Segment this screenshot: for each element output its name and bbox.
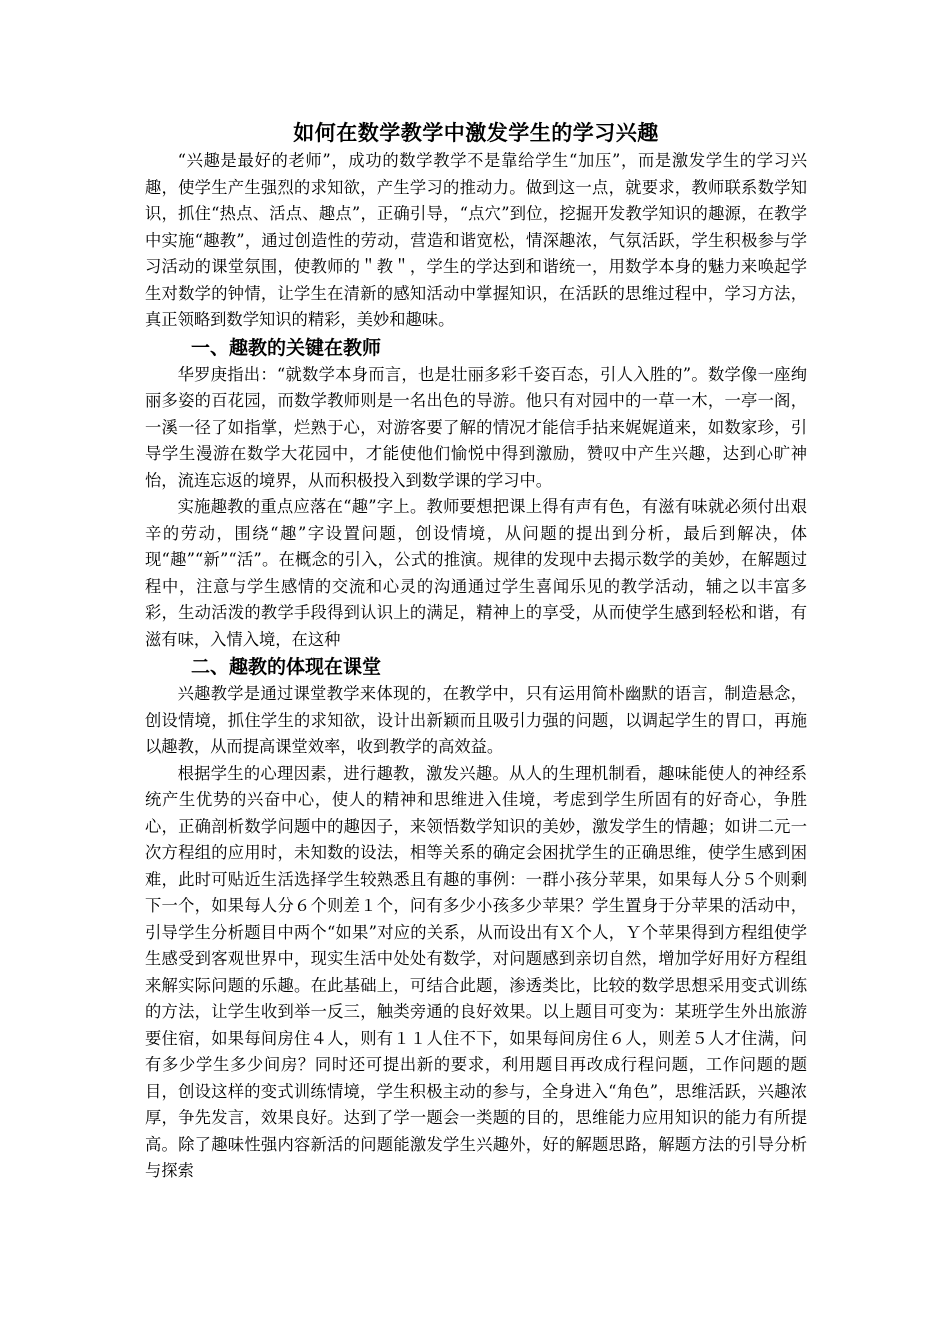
intro-paragraph: “兴趣是最好的老师”，成功的数学教学不是靠给学生“加压”，而是激发学生的学习兴趣，使学生产生强烈的求知欲，产生学习的推动力。做到这一点，就要求，教师联系数学知识，抓住“热点、活点、趣点”，正确引导，“点穴”到位，挖掘开发教学知识的趣源，在教学中实施“趣教”，通过创造性的劳动，营造和谐宽松，情深趣浓，气氛活跃，学生积极参与学习活动的课堂氛围，使教师的＂教＂，学生的学达到和谐统一，用数学本身的魅力来唤起学生对数学的钟情，让学生在清新的感知活动中掌握知识，在活跃的思维过程中，学习方法，真正领略到数学知识的精彩，美妙和趣味。 xyxy=(145,151,807,329)
section-1-paragraph-1: 华罗庚指出：“就数学本身而言，也是壮丽多彩千姿百态，引人入胜的”。数学像一座绚丽多姿的百花园，而数学教师则是一名出色的导游。他只有对园中的一草一木，一亭一阁，一溪一径了如指掌，烂熟于心，对游客要了解的情况才能信手拈来娓娓道来，如数家珍，引导学生漫游在数学大花园中，才能使他们愉悦中得到激励，赞叹中产生兴趣，达到心旷神怡，流连忘返的境界，从而积极投入到数学课的学习中。 xyxy=(145,364,807,490)
document-title: 如何在数学教学中激发学生的学习兴趣 xyxy=(293,120,659,145)
section-2-paragraph-1: 兴趣教学是通过课堂教学来体现的，在教学中，只有运用简朴幽默的语言，制造悬念，创设情境，抓住学生的求知欲，设计出新颖而且吸引力强的问题，以调起学生的胃口，再施以趣教，从而提高课堂效率，收到教学的高效益。 xyxy=(145,684,807,756)
section-1-heading: 一、趣教的关键在教师 xyxy=(191,336,382,359)
section-1-paragraph-2: 实施趣教的重点应落在“趣”字上。教师要想把课上得有声有色，有滋有味就必须付出艰辛的劳动，围绕“趣”字设置问题，创设情境，从问题的提出到分析，最后到解决，体现“趣”“新”“活”。在概念的引入，公式的推演。规律的发现中去揭示数学的美妙，在解题过程中，注意与学生感情的交流和心灵的沟通通过学生喜闻乐见的教学活动，辅之以丰富多彩，生动活泼的教学手段得到认识上的满足，精神上的享受，从而使学生感到轻松和谐，有滋有味，入情入境，在这种 xyxy=(145,497,807,649)
section-2-paragraph-2: 根据学生的心理因素，进行趣教，激发兴趣。从人的生理机制看，趣味能使人的神经系统产生优势的兴奋中心，使人的精神和思维进入佳境，考虑到学生所固有的好奇心，争胜心，正确剖析数学问题中的趣因子，来领悟数学知识的美妙，激发学生的情趣；如讲二元一次方程组的应用时，未知数的设法，相等关系的确定会困扰学生的正确思维，使学生感到困难，此时可贴近生活选择学生较熟悉且有趣的事例：一群小孩分苹果，如果每人分５个则剩下一个，如果每人分６个则差１个，问有多少小孩多少苹果？学生置身于分苹果的活动中，引导学生分析题目中两个“如果”对应的关系，从而设出有Ｘ个人，Ｙ个苹果得到方程组使学生感受到客观世界中，现实生活中处处有数学，对问题感到亲切自然，增加学好用好方程组来解实际问题的乐趣。在此基础上，可结合此题，渗透类比，比较的数学思想采用变式训练的方法，让学生收到举一反三，触类旁通的良好效果。以上题目可变为：某班学生外出旅游要住宿，如果每间房住４人，则有１１人住不下，如果每间房住６人，则差５人才住满，问有多少学生多少间房？同时还可提出新的要求，利用题目再改成行程问题，工作问题的题目，创设这样的变式训练情境，学生积极主动的参与，全身进入“角色”，思维活跃，兴趣浓厚，争先发言，效果良好。达到了学一题会一类题的目的，思维能力应用知识的能力有所提高。除了趣味性强内容新活的问题能激发学生兴趣外，好的解题思路，解题方法的引导分析与探索 xyxy=(145,763,807,1180)
document-page xyxy=(145,118,807,1185)
section-2-heading: 二、趣教的体现在课堂 xyxy=(191,656,382,678)
